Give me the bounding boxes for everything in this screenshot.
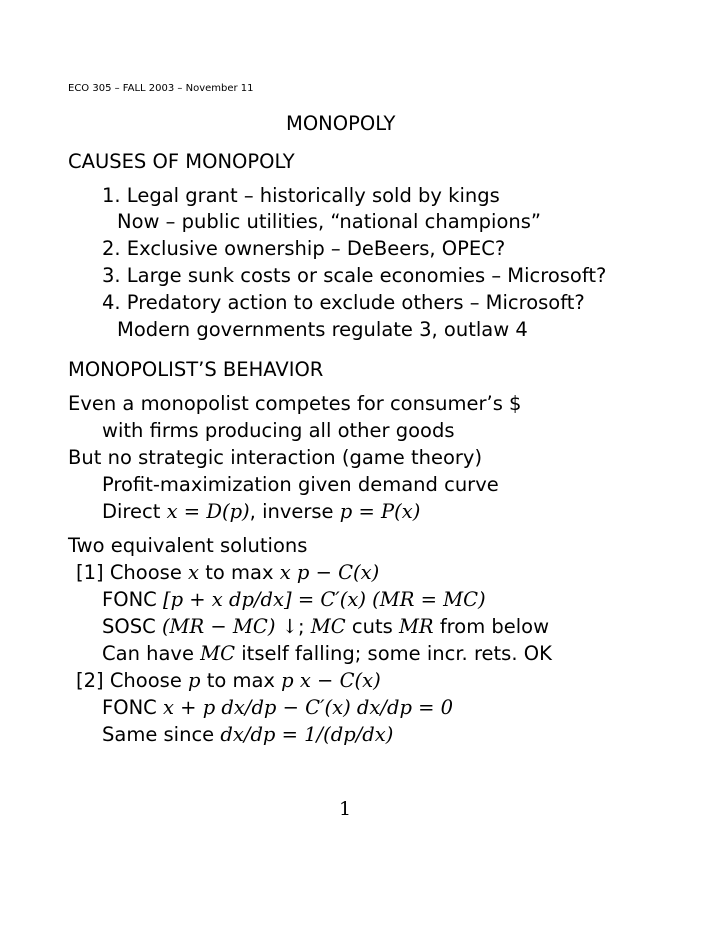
sosc-semicolon: ; <box>297 615 305 638</box>
behavior-line-1: Even a monopolist competes for consumer’s $ <box>68 392 522 415</box>
can-have-end: itself falling; some incr. rets. OK <box>241 642 552 665</box>
behavior-heading: MONOPOLIST’S BEHAVIOR <box>68 358 324 381</box>
fonc-2-line <box>102 696 453 720</box>
solution-2-var: p <box>188 669 201 692</box>
can-have-line <box>102 642 552 666</box>
solutions-intro: Two equivalent solutions <box>68 534 308 557</box>
fonc-1-expr: [p + x dp/dx] = C′(x) <box>162 588 366 611</box>
cause-item-2: 2. Exclusive ownership – DeBeers, OPEC? <box>102 237 506 260</box>
solution-1-expr: x p − C(x) <box>279 561 380 584</box>
fonc-2-label: FONC <box>102 696 157 719</box>
solution-2-label: [2] Choose <box>76 669 182 692</box>
solution-2-mid: to max <box>206 669 275 692</box>
page-number: 1 <box>338 798 352 820</box>
causes-heading: CAUSES OF MONOPOLY <box>68 150 295 173</box>
cause-item-3: 3. Large sunk costs or scale economies – Microsoft? <box>102 264 607 287</box>
solution-2-line <box>76 669 381 693</box>
direct-demand-eq: x = D(p) <box>166 500 250 523</box>
direct-label: Direct <box>102 500 161 523</box>
cause-item-4: 4. Predatory action to exclude others – Microsoft? <box>102 291 585 314</box>
fonc-1-label: FONC <box>102 588 157 611</box>
inverse-demand-eq: p = P(x) <box>339 500 421 523</box>
sosc-expr: (MR − MC) <box>161 615 276 638</box>
fonc-1-mr-mc: (MR = MC) <box>372 588 486 611</box>
cause-item-1-note: Now – public utilities, “national champions” <box>117 210 541 233</box>
same-since-expr: dx/dp = 1/(dp/dx) <box>220 723 394 746</box>
cause-item-4-note: Modern governments regulate 3, outlaw 4 <box>117 318 528 341</box>
solution-1-var: x <box>188 561 200 584</box>
behavior-line-5 <box>102 500 420 524</box>
solution-2-expr: p x − C(x) <box>281 669 381 692</box>
sosc-cuts: cuts <box>351 615 393 638</box>
behavior-line-4: Profit-maximization given demand curve <box>102 473 499 496</box>
inverse-label: , inverse <box>249 500 334 523</box>
sosc-line <box>102 615 549 639</box>
sosc-label: SOSC <box>102 615 156 638</box>
sosc-mc: MC <box>310 615 346 638</box>
behavior-line-3: But no strategic interaction (game theory) <box>68 446 483 469</box>
down-arrow-icon: ↓ <box>281 615 298 638</box>
solution-1-line <box>76 561 379 585</box>
behavior-line-2: with firms producing all other goods <box>102 419 455 442</box>
can-have-mc: MC <box>200 642 236 665</box>
same-since-line <box>102 723 393 747</box>
same-since-label: Same since <box>102 723 215 746</box>
sosc-end: from below <box>439 615 550 638</box>
can-have-label: Can have <box>102 642 194 665</box>
solution-1-mid: to max <box>205 561 274 584</box>
page-title: MONOPOLY <box>286 112 396 135</box>
solution-1-label: [1] Choose <box>76 561 182 584</box>
course-header: ECO 305 – FALL 2003 – November 11 <box>68 83 254 94</box>
sosc-mr: MR <box>398 615 434 638</box>
fonc-2-expr: x + p dx/dp − C′(x) dx/dp = 0 <box>162 696 454 719</box>
cause-item-1: 1. Legal grant – historically sold by kings <box>102 184 500 207</box>
fonc-1-line <box>102 588 486 612</box>
